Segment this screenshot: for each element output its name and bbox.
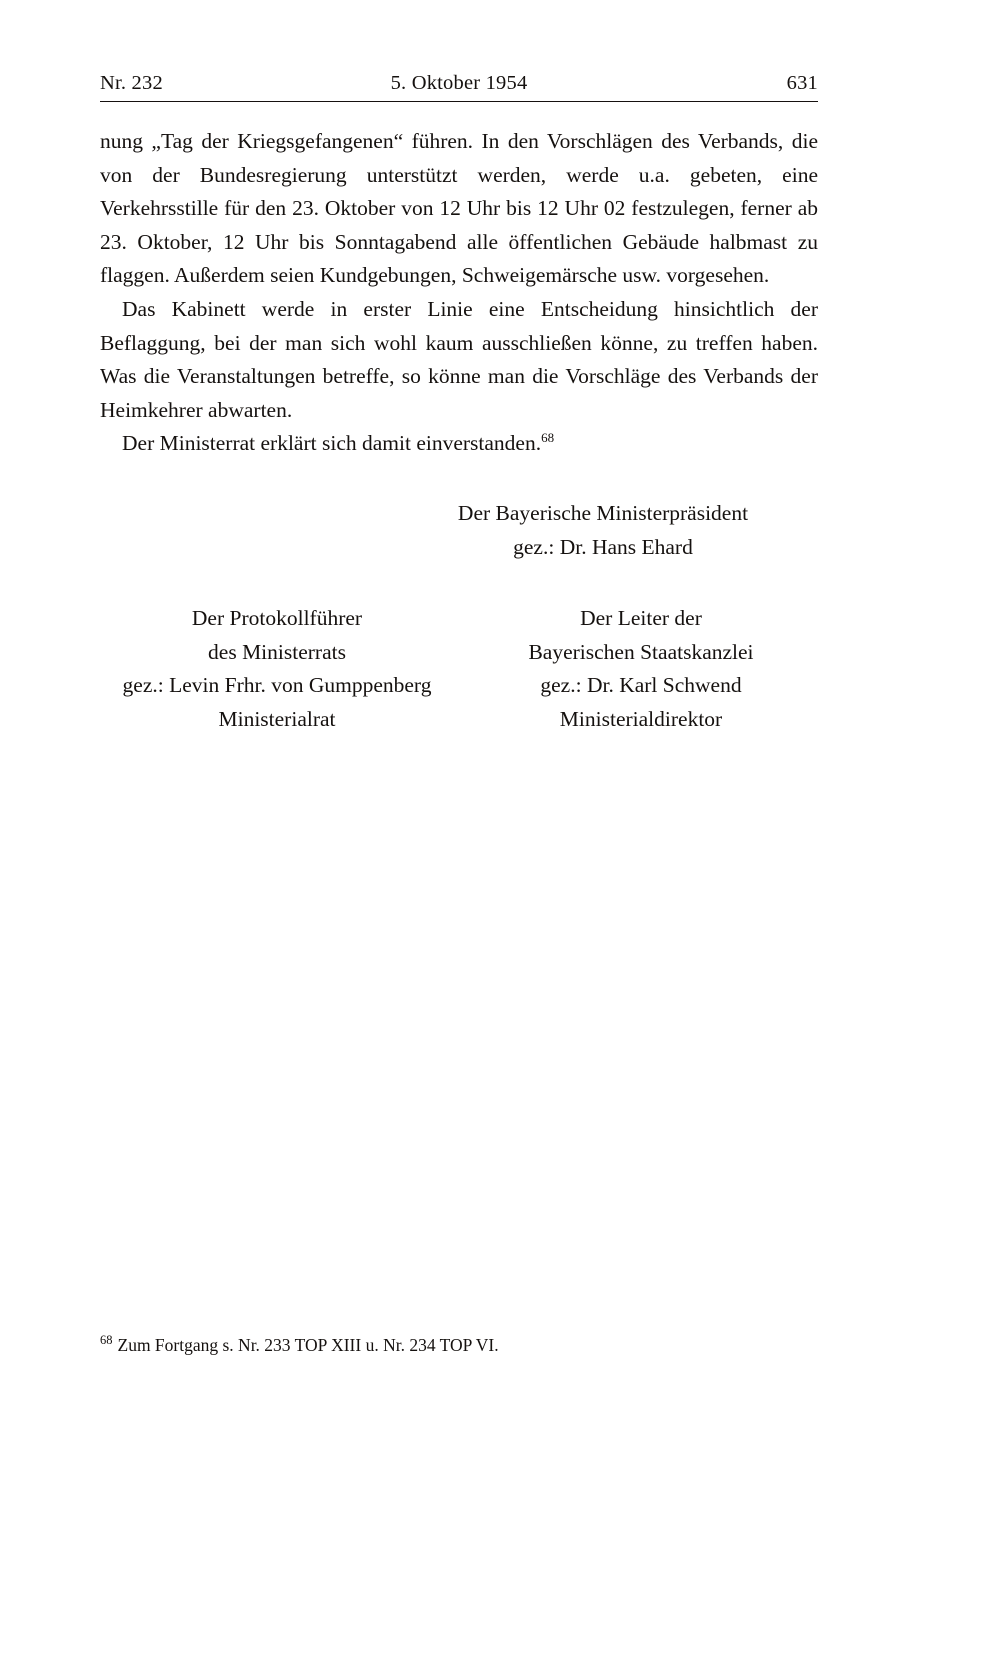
footnote-item	[100, 1332, 818, 1358]
running-head-date: 5. Oktober 1954	[390, 72, 528, 94]
signature-staatskanzlei-rank: Ministerialdirektor	[559, 706, 723, 731]
header-rule	[100, 101, 818, 102]
signature-staatskanzlei-title: Der Leiter der	[580, 606, 702, 631]
paragraph-kabinett: Das Kabinett werde in erster Linie eine Entscheidung hinsichtlich der Beflaggung, bei der man sich wohl kaum ausschließen könne, zu treffen haben. Was die Veranstaltungen betreffe, so könne man die Vorschläge des Verbands der Heimkehrer abwarten.	[100, 296, 818, 422]
footnote-number: 68	[100, 1333, 113, 1348]
running-head-document-number: Nr. 232	[100, 72, 163, 94]
signature-protokollfuehrer-rank: Ministerialrat	[218, 706, 336, 731]
signature-staatskanzlei	[464, 602, 818, 736]
signature-block-president	[100, 497, 818, 564]
signature-protokollfuehrer-name: gez.: Levin Frhr. von Gumppenberg	[122, 673, 432, 698]
signature-president-name: gez.: Dr. Hans Ehard	[513, 534, 693, 559]
body-text	[100, 125, 818, 461]
signature-staatskanzlei-office: Bayerischen Staatskanzlei	[528, 639, 754, 664]
signature-block-officials	[100, 602, 818, 736]
running-head	[100, 72, 818, 95]
paragraph-ministerrat-text: Der Ministerrat erklärt sich damit einverstanden.	[122, 431, 542, 456]
paragraph-continuation: nung „Tag der Kriegsgefangenen“ führen. In den Vorschlägen des Verbands, die von der Bundesregierung unterstützt werden, werde u.a. gebeten, eine Verkehrsstille für den 23. Oktober von 12 Uhr bis 12 Uhr 02 festzulegen, ferner ab 23. Oktober, 12 Uhr bis Sonntagabend alle öffentlichen Gebäude halbmast zu flaggen. Außerdem seien Kundgebungen, Schweigemärsche usw. vorgesehen.	[100, 129, 818, 288]
signature-president-title: Der Bayerische Ministerpräsident	[457, 500, 749, 525]
signature-president	[388, 497, 818, 564]
signature-protokollfuehrer-office: des Ministerrats	[208, 639, 346, 664]
page-number: 631	[786, 72, 818, 94]
signature-protokollfuehrer-title: Der Protokollführer	[191, 606, 363, 631]
signature-staatskanzlei-name: gez.: Dr. Karl Schwend	[540, 673, 742, 698]
paragraph-ministerrat	[100, 427, 818, 461]
footnote-marker-68: 68	[541, 430, 555, 446]
signature-protokollfuehrer	[100, 602, 454, 736]
footnote-text: Zum Fortgang s. Nr. 233 TOP XIII u. Nr. 234 TOP VI.	[117, 1335, 499, 1355]
page-content	[100, 72, 818, 737]
footnote-area	[100, 1332, 818, 1358]
